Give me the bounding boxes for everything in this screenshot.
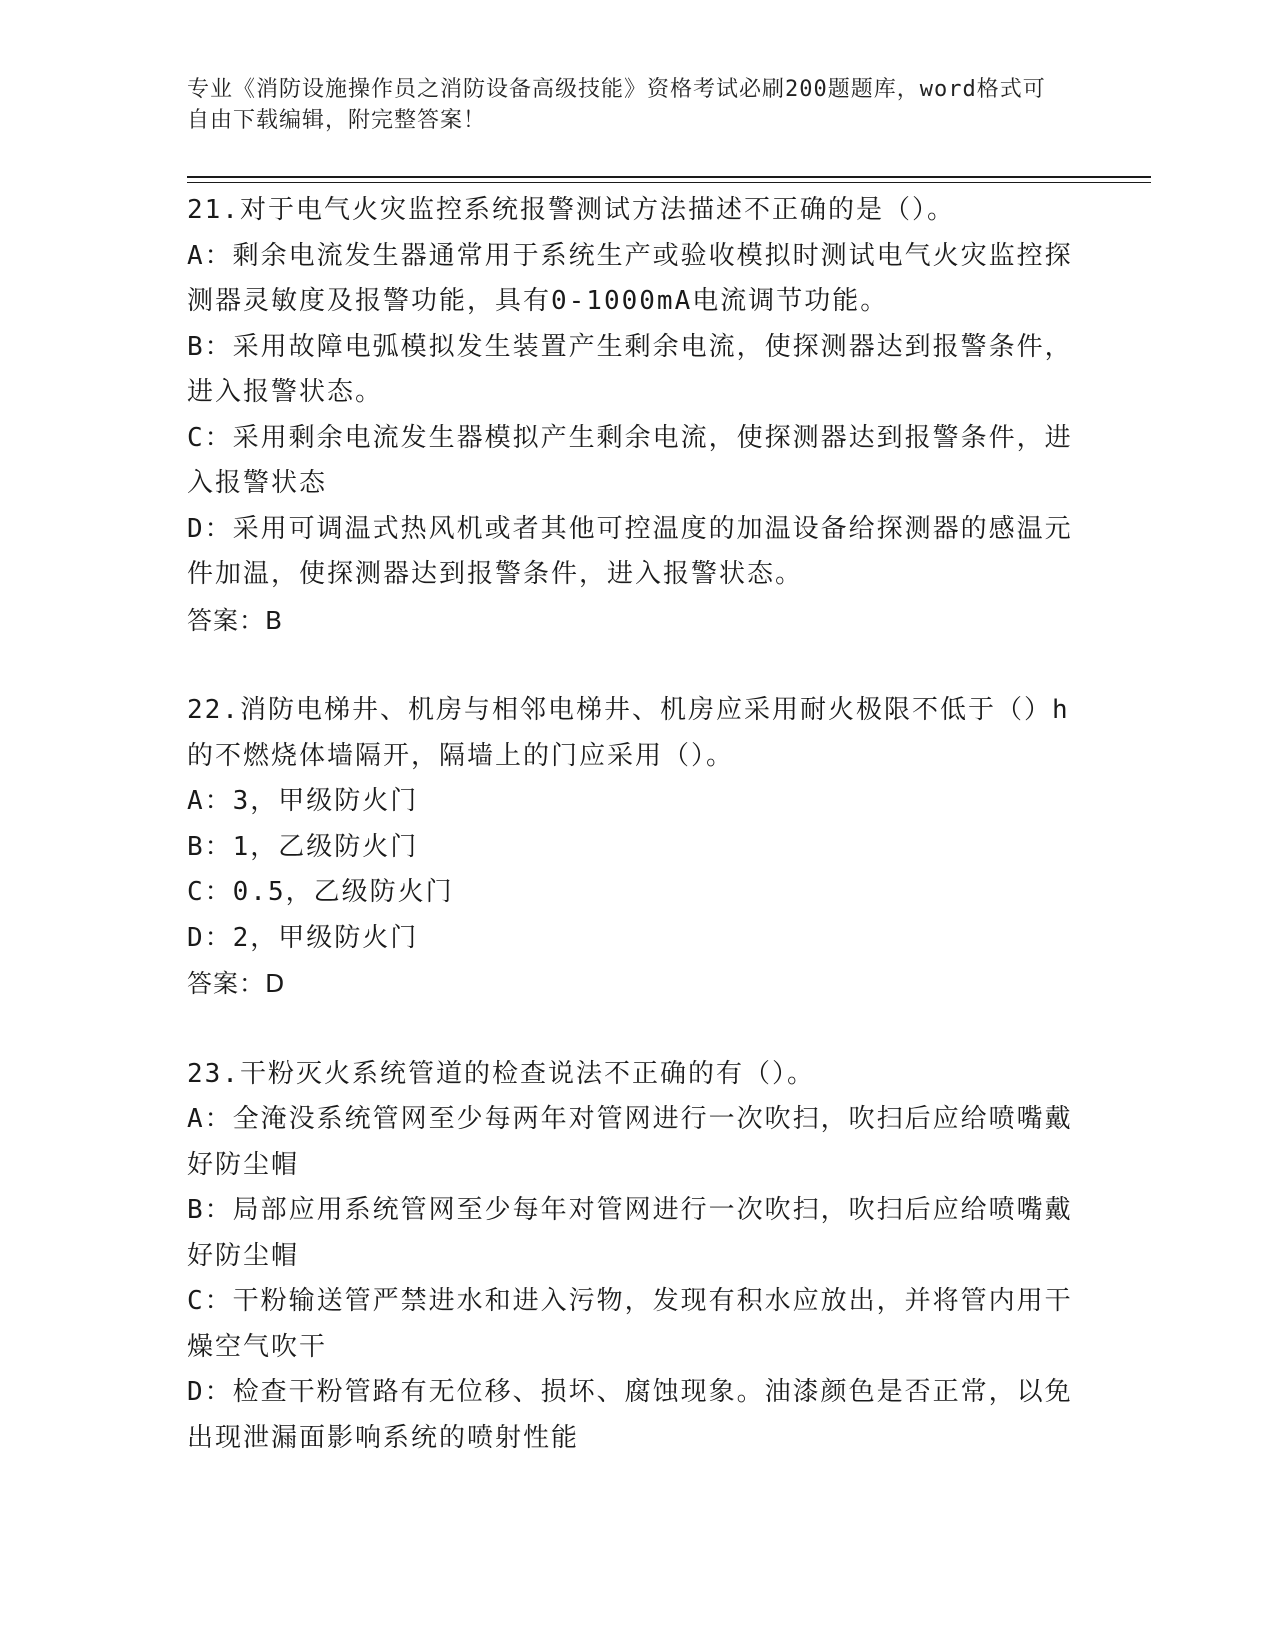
option-d: D：检查干粉管路有无位移、损坏、腐蚀现象。油漆颜色是否正常，以免出现泄漏面影响系统的喷射性能 [187,1377,1073,1453]
question-stem: 21.对于电气火灾监控系统报警测试方法描述不正确的是（）。 [187,195,955,225]
question-stem: 23.干粉灭火系统管道的检查说法不正确的有（）。 [187,1058,815,1089]
question-22 [187,688,1077,1007]
option-c: C：采用剩余电流发生器模拟产生剩余电流，使探测器达到报警条件，进入报警状态 [187,422,1073,498]
option-a: A：3，甲级防火门 [187,786,419,816]
question-21 [187,188,1077,643]
document-body [187,188,1077,1506]
option-a: A：全淹没系统管网至少每两年对管网进行一次吹扫，吹扫后应给喷嘴戴好防尘帽 [187,1104,1073,1180]
option-b: B：采用故障电弧模拟发生装置产生剩余电流，使探测器达到报警条件，进入报警状态。 [187,331,1073,407]
option-d: D：2，甲级防火门 [187,922,419,953]
option-d: D：采用可调温式热风机或者其他可控温度的加温设备给探测器的感温元件加温，使探测器达到报警条件，进入报警状态。 [187,513,1073,589]
option-b: B：局部应用系统管网至少每年对管网进行一次吹扫，吹扫后应给喷嘴戴好防尘帽 [187,1195,1073,1271]
header-divider-thick [187,176,1151,178]
option-b: B：1，乙级防火门 [187,831,419,862]
question-stem: 22.消防电梯井、机房与相邻电梯井、机房应采用耐火极限不低于（）h的不燃烧体墙隔开，隔墙上的门应采用（）。 [187,695,1070,771]
option-a: A：剩余电流发生器通常用于系统生产或验收模拟时测试电气火灾监控探测器灵敏度及报警功能，具有0-1000mA电流调节功能。 [187,240,1073,316]
option-c: C：干粉输送管严禁进水和进入污物，发现有积水应放出，并将管内用干燥空气吹干 [187,1286,1073,1362]
answer-label: 答案：B [187,605,284,635]
header-divider-thin [187,182,1151,183]
answer-label: 答案：D [187,969,286,998]
question-23 [187,1052,1077,1462]
option-c: C：0.5，乙级防火门 [187,877,454,907]
document-header: 专业《消防设施操作员之消防设备高级技能》资格考试必刷200题题库，word格式可自由下载编辑，附完整答案！ [187,77,1046,133]
